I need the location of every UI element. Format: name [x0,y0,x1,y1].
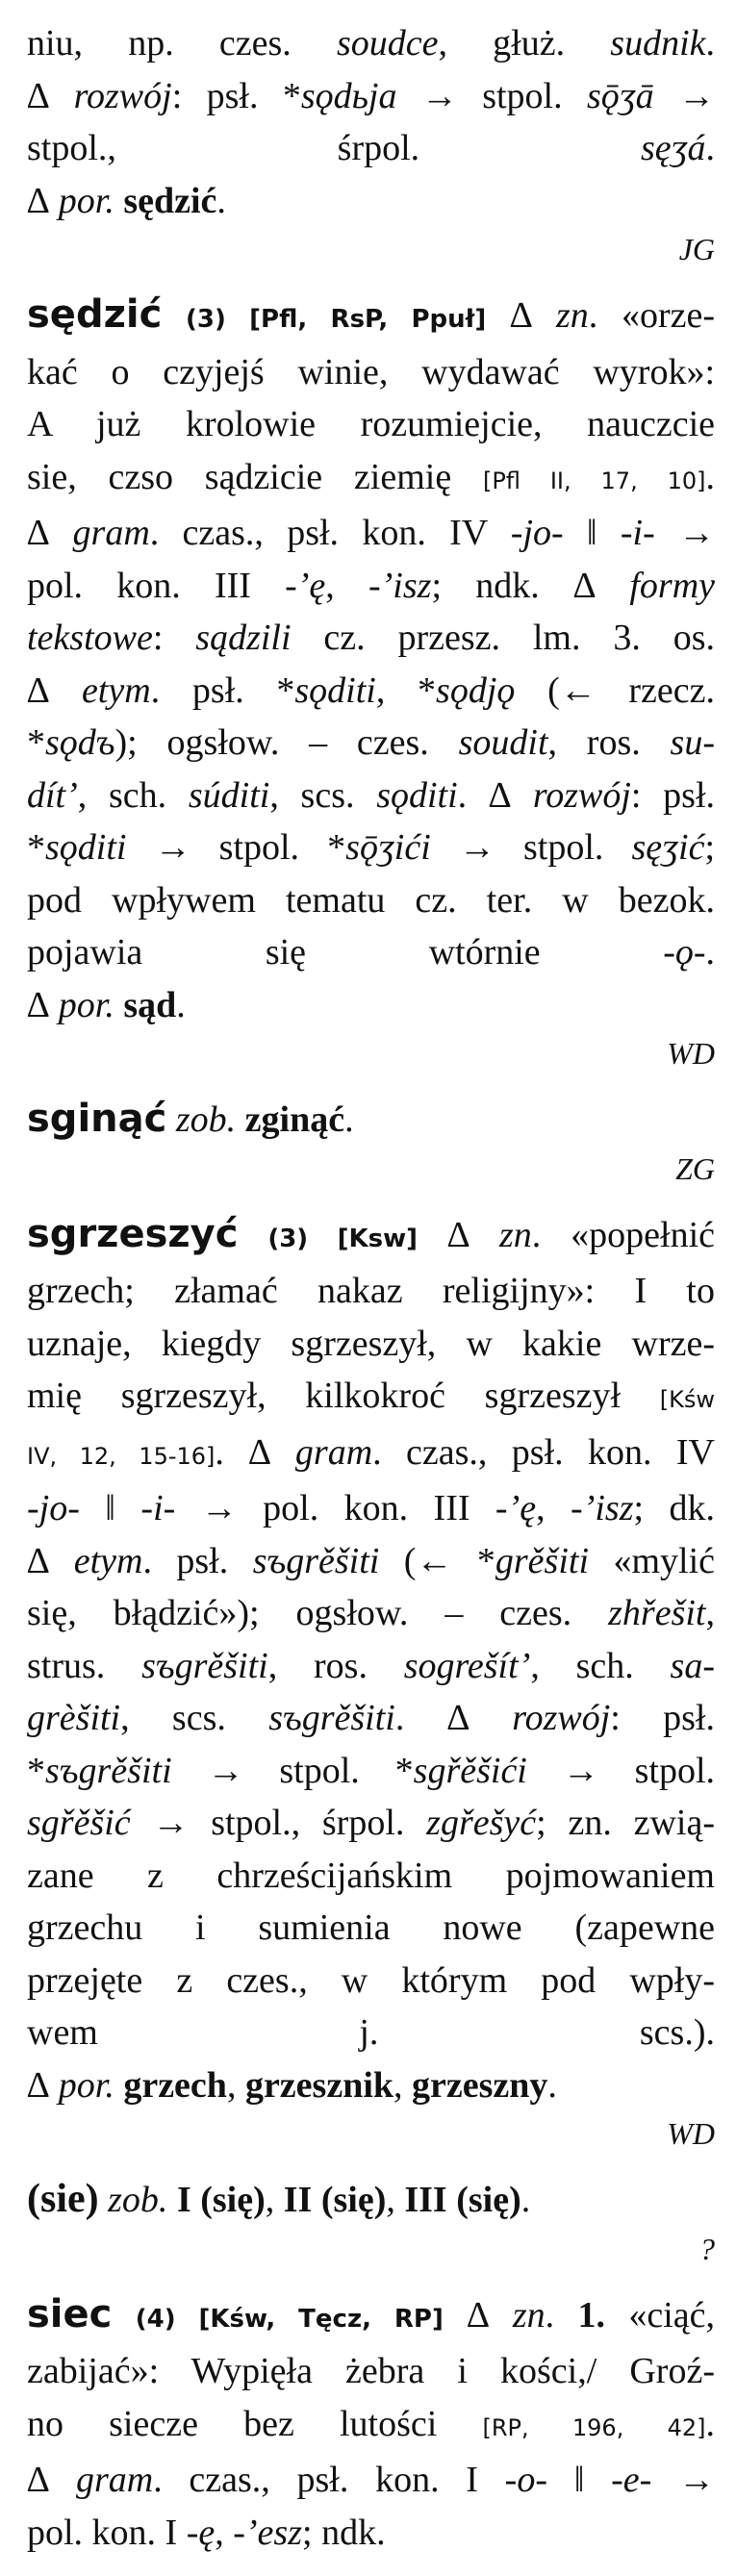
dictionary-page [27,17,715,2576]
entry-line: *sǫditi → stpol. *sǭʒići → stpol. sęʒić; [27,827,715,868]
author-signature: WD [667,2116,715,2151]
entry-line: zabijać»: Wypięła żebra i kości,/ Groź- [27,2351,715,2391]
dictionary-entry-sedzic [27,289,715,1075]
entry-gap [27,2559,715,2576]
dictionary-entry-sgrzeszyc [27,1208,715,2157]
entry-line: kać o czyjejś winie, wydawać wyrok»: [27,351,715,392]
dictionary-entry-sadzic-tail [27,17,715,271]
entry-line: dít’, sch. súditi, scs. sǫditi. ∆ rozwój: psł. [27,774,716,816]
entry-line: sędzić (3) [Pfl, RsP, Ppuł] ∆ zn. «orze- [27,292,716,337]
entry-line: niu, np. czes. soudce, głuż. sudnik. [27,23,715,63]
entry-line: mię sgrzeszył, kilkokroć sgrzeszył [Kśw [27,1376,715,1416]
entry-line: IV, 12, 15-16]. ∆ gram. czas., psł. kon. IV [27,1431,715,1473]
entry-line: *sъgrěšiti → stpol. *sgřěšići → stpol. [27,1750,716,1791]
entry-line: grzech; złamać nakaz religijny»: I to [27,1271,715,1311]
entry-line: stpol., śrpol. sęʒá. [27,128,715,168]
author-signature: JG [678,232,715,266]
entry-line: siec (4) [Kśw, Tęcz, RP] ∆ zn. 1. «ciąć, [27,2291,716,2336]
entry-gap [27,2156,715,2173]
author-signature: ? [699,2231,715,2266]
entry-line: strus. sъgrěšiti, ros. sogrešít’, sch. sa- [27,1645,715,1686]
entry-line: ∆ etym. psł. sъgrěšiti (← *grěšiti «mylić [27,1540,716,1581]
entry-line: sginąć zob. zginąć. [27,1097,354,1141]
entry-gap [27,1191,715,1208]
entry-line: ∆ gram. czas., psł. kon. I -o- ‖ -e- → [27,2460,716,2500]
dictionary-entry-sginac [27,1093,715,1191]
entry-line: *sǫdъ); ogsłow. – czes. soudit, ros. su- [27,722,715,763]
entry-line: się, błądzić»); ogsłow. – czes. zhřešit, [27,1593,715,1633]
dictionary-entry-siec [27,2288,715,2560]
entry-gap [27,2271,715,2288]
author-signature: WD [667,1036,715,1071]
entry-line: grzechu i sumienia nowe (zapewne [27,1907,715,1948]
entry-line: pod wpływem tematu cz. ter. w bezok. [27,879,715,921]
entry-line: -jo- ‖ -i- → pol. kon. III -’ę, -’isz; dk. [27,1488,716,1528]
entry-line: no siecze bez lutości [RP, 196, 42]. [27,2403,715,2444]
entry-gap [27,1075,715,1093]
entry-line: tekstowe: sądzili cz. przesz. lm. 3. os. [27,618,715,658]
entry-line: sie, czso sądzicie ziemię [Pfl II, 17, 10]. [27,456,716,497]
entry-line: ∆ por. sąd. [27,984,186,1025]
entry-line: pojawia się wtórnie -ǫ-. [27,932,715,972]
entry-line: ∆ rozwój: psł. *sǫdьja → stpol. sǭʒā → [27,75,716,116]
entry-line: ∆ por. sędzić. [27,180,226,221]
entry-line: (sie) zob. I (się), II (się), III (się). [27,2177,531,2221]
entry-line: uznaje, kiegdy sgrzeszył, w kakie wrze- [27,1323,715,1364]
entry-gap [27,271,715,289]
entry-line: ∆ por. grzech, grzesznik, grzeszny. [27,2064,557,2106]
entry-line: wem j. scs.). [27,2012,715,2053]
entries-column [27,17,715,2576]
author-signature: ZG [675,1150,715,1186]
entry-line: A już krolowie rozumiejcie, nauczcie [27,404,715,444]
entry-line: sgřěšić → stpol., śrpol. zgřešyć; zn. zwią- [27,1803,716,1843]
entry-line: pol. kon. III -’ę, -’isz; ndk. ∆ formy [27,565,715,606]
entry-line: ∆ gram. czas., psł. kon. IV -jo- ‖ -i- → [27,513,716,553]
entry-line: zane z chrześcijańskim pojmowaniem [27,1855,715,1896]
dictionary-entry-sie [27,2173,715,2271]
entry-line: grèšiti, scs. sъgrěšiti. ∆ rozwój: psł. [27,1698,715,1738]
entry-line: przejęte z czes., w którym pod wpły- [27,1959,715,2001]
entry-line: ∆ etym. psł. *sǫditi, *sǫdjǫ (← rzecz. [27,669,716,711]
entry-line: pol. kon. I -ę, -’esz; ndk. [27,2512,386,2553]
entry-line: sgrzeszyć (3) [Ksw] ∆ zn. «popełnić [27,1211,716,1256]
